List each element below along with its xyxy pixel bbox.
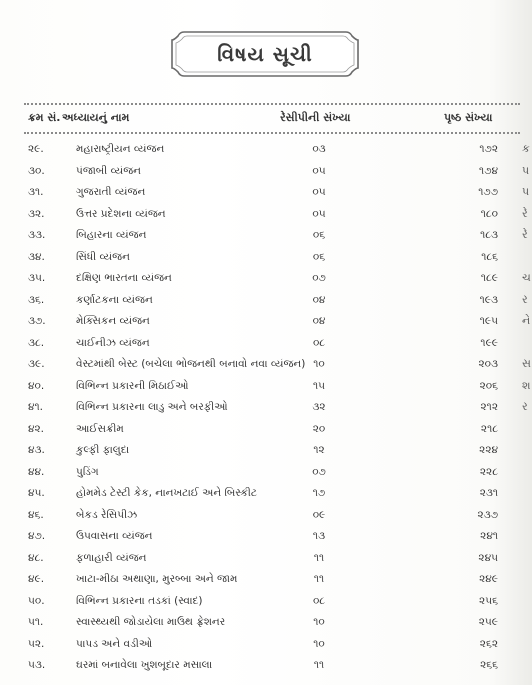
- row-recipe-count: ૦૮: [312, 594, 326, 607]
- row-chapter-name: બિહારના વ્યંજન: [76, 229, 147, 241]
- edge-glyph: સ: [522, 357, 531, 370]
- table-row: [24, 529, 520, 551]
- row-chapter-name: કર્ણાટકના વ્યંજન: [76, 293, 153, 306]
- edge-glyph: ને: [522, 314, 531, 327]
- table-row: [24, 551, 520, 573]
- table-row: [24, 400, 520, 422]
- row-chapter-name: મેક્સિકન વ્યંજન: [76, 315, 150, 327]
- table-row: [24, 572, 520, 594]
- table-row: [24, 314, 520, 336]
- row-recipe-count: ૧૩: [312, 530, 326, 542]
- row-chapter-name: સ્વાસ્થ્યથી જોડાયેલા માઉથ ફ્રેશનર: [76, 616, 226, 628]
- row-page-number: ૧૯૯: [480, 336, 498, 349]
- row-chapter-name: ઘરમાં બનાવેલા ખુશબૂદાર મસાલા: [76, 659, 213, 671]
- page-title: વિષય સૂચી: [217, 42, 313, 66]
- row-page-number: ૧૮૬: [481, 250, 498, 263]
- edge-glyph: [522, 594, 532, 616]
- row-recipe-count: ૧૨: [313, 444, 325, 456]
- row-serial-number: ૪૫.: [28, 487, 45, 499]
- table-row: [24, 250, 520, 272]
- row-page-number: ૨૫૬: [479, 594, 498, 607]
- row-chapter-name: વિભિન્ન પ્રકારના લાડુ અને બરફીઓ: [76, 401, 228, 413]
- row-recipe-count: ૦૪: [312, 293, 326, 306]
- table-row: [24, 422, 520, 444]
- row-chapter-name: પાપડ અને વડીઓ: [76, 637, 153, 650]
- row-recipe-count: ૦૫: [312, 164, 326, 177]
- row-serial-number: ૪૪.: [28, 465, 45, 478]
- row-chapter-name: ઉપવાસના વ્યંજન: [76, 530, 153, 542]
- row-page-number: ૧૯૫: [479, 315, 498, 327]
- row-chapter-name: કુલ્ફી ફાલુદા: [76, 444, 130, 456]
- row-chapter-name: ફળાહારી વ્યંજન: [76, 551, 147, 564]
- header-page-number: પૃષ્ઠ સંખ્યા: [444, 111, 493, 124]
- row-recipe-count: ૦૫: [312, 207, 326, 220]
- row-serial-number: ૨૯.: [28, 143, 44, 155]
- row-serial-number: ૪૭.: [28, 530, 46, 542]
- edge-glyph: [522, 250, 532, 272]
- table-row: [24, 164, 520, 186]
- edge-glyph: ર: [522, 292, 528, 306]
- table-row: [24, 142, 520, 164]
- edge-glyph: [522, 486, 532, 508]
- row-page-number: ૧૮૯: [480, 272, 498, 284]
- row-page-number: ૨૩૧: [479, 487, 498, 499]
- row-serial-number: ૩૫.: [28, 272, 46, 284]
- row-page-number: ૧૮૦: [480, 207, 498, 220]
- table-row: [24, 207, 520, 229]
- edge-glyph: [522, 551, 532, 573]
- header-serial-number: ક્રમ સં.: [28, 111, 61, 124]
- header-top-divider: [24, 103, 520, 105]
- row-serial-number: ૩૧.: [28, 186, 44, 198]
- row-chapter-name: દક્ષિણ ભારતના વ્યંજન: [76, 272, 172, 284]
- row-serial-number: ૩૭.: [28, 315, 46, 327]
- edge-glyph: પ: [522, 185, 530, 198]
- row-page-number: ૨૧૨: [480, 401, 498, 413]
- row-page-number: ૨૨૮: [479, 465, 498, 478]
- row-recipe-count: ૦૩: [312, 143, 326, 155]
- row-chapter-name: પુડિંગ: [76, 465, 99, 478]
- header-recipe-count: રેસીપીની સંખ્યા: [280, 111, 351, 124]
- table-row: [24, 658, 520, 680]
- edge-glyph: રે: [522, 228, 528, 241]
- table-row: [24, 465, 520, 487]
- row-recipe-count: ૧૦: [313, 637, 325, 650]
- row-page-number: ૧૭૪: [479, 164, 498, 177]
- row-page-number: ૧૯૩: [479, 293, 498, 306]
- row-recipe-count: ૦૬: [312, 229, 326, 241]
- row-recipe-count: ૧૭: [312, 487, 326, 499]
- header-bottom-divider: [24, 132, 520, 134]
- table-header: [24, 106, 520, 130]
- edge-glyph: [522, 336, 532, 358]
- row-serial-number: ૩૩.: [28, 229, 46, 241]
- row-serial-number: ૪૨.: [28, 422, 45, 435]
- row-chapter-name: બેકડ રેસિપીઝ: [76, 508, 138, 521]
- row-chapter-name: વિભિન્ન પ્રકારના તડકાં (સ્વાદ): [76, 594, 203, 607]
- row-serial-number: ૫૩.: [28, 659, 46, 671]
- row-recipe-count: ૧૧: [313, 659, 325, 671]
- row-serial-number: ૫૧.: [28, 616, 44, 628]
- row-recipe-count: ૧૫: [312, 379, 326, 392]
- row-recipe-count: ૧૧: [313, 573, 325, 585]
- row-recipe-count: ૦૫: [312, 186, 326, 198]
- row-chapter-name: ખાટા-મીઠા અથાણા, મુરબ્બા અને જામ: [76, 573, 238, 585]
- contents-table: [24, 142, 520, 680]
- row-page-number: ૨૫૯: [478, 616, 498, 628]
- row-page-number: ૨૪૧: [480, 530, 498, 542]
- edge-glyph: [522, 637, 532, 659]
- row-page-number: ૨૦૩: [478, 358, 498, 370]
- table-row: [24, 594, 520, 616]
- row-page-number: ૨૧૮: [480, 422, 498, 435]
- row-recipe-count: ૧૦: [313, 616, 325, 628]
- row-recipe-count: ૦૮: [312, 336, 326, 349]
- row-page-number: ૨૪૯: [479, 573, 498, 585]
- row-page-number: ૨૩૭: [477, 508, 498, 521]
- row-serial-number: ૪૩.: [28, 444, 45, 456]
- edge-glyph: [522, 443, 532, 465]
- table-row: [24, 637, 520, 659]
- row-page-number: ૨૪૫: [478, 551, 498, 564]
- row-serial-number: ૩૪.: [28, 250, 45, 263]
- row-chapter-name: ગુજરાતી વ્યંજન: [76, 186, 146, 198]
- row-chapter-name: સિંધી વ્યંજન: [76, 250, 130, 263]
- table-row: [24, 271, 520, 293]
- row-serial-number: ૫૨.: [28, 637, 45, 650]
- row-serial-number: ૪૮.: [28, 551, 44, 564]
- row-recipe-count: ૧૦: [313, 358, 325, 370]
- table-row: [24, 379, 520, 401]
- row-serial-number: ૪૯.: [28, 573, 45, 585]
- row-chapter-name: ઉત્તર પ્રદેશના વ્યંજન: [76, 207, 166, 220]
- row-serial-number: ૩૦.: [28, 164, 45, 177]
- table-row: [24, 486, 520, 508]
- edge-glyph: [522, 465, 532, 487]
- row-recipe-count: ૦૭: [312, 272, 326, 284]
- edge-glyph: [522, 572, 532, 594]
- table-row: [24, 357, 520, 379]
- row-chapter-name: આઈસક્રીમ: [76, 422, 124, 435]
- row-recipe-count: ૦૪: [312, 315, 326, 327]
- table-row: [24, 185, 520, 207]
- edge-glyph: ચ: [522, 271, 531, 284]
- edge-glyph: રે: [522, 206, 528, 220]
- row-serial-number: ૩૯.: [28, 358, 45, 370]
- edge-glyph: [522, 615, 532, 637]
- table-row: [24, 336, 520, 358]
- row-recipe-count: ૩૨: [312, 401, 326, 413]
- edge-glyph: [522, 658, 532, 680]
- row-serial-number: ૪૬.: [28, 508, 44, 521]
- row-chapter-name: વિભિન્ન પ્રકારની મિઠાઈઓ: [76, 379, 189, 392]
- row-page-number: ૧૮૩: [480, 229, 498, 241]
- title-frame: [170, 30, 360, 78]
- row-page-number: ૧૭૭: [478, 186, 498, 198]
- row-recipe-count: ૦૬: [312, 250, 326, 263]
- edge-glyph: પ: [522, 163, 530, 177]
- edge-glyph: [522, 508, 532, 530]
- edge-glyph: [522, 422, 532, 444]
- table-row: [24, 228, 520, 250]
- cut-off-adjacent-page-text: [522, 142, 532, 680]
- table-row: [24, 508, 520, 530]
- row-recipe-count: ૦૭: [312, 465, 326, 478]
- row-chapter-name: મહારાષ્ટ્રીયન વ્યંજન: [76, 143, 165, 155]
- row-recipe-count: ૦૯: [312, 508, 326, 521]
- row-page-number: ૨૦૬: [479, 379, 498, 392]
- row-serial-number: ૫૦.: [28, 594, 45, 607]
- header-chapter-name: અધ્યાયનું નામ: [62, 111, 130, 124]
- table-row: [24, 293, 520, 315]
- row-serial-number: ૩૮.: [28, 336, 45, 349]
- edge-glyph: શ: [522, 378, 531, 392]
- row-serial-number: ૩૬.: [28, 293, 45, 306]
- row-recipe-count: ૧૧: [313, 551, 325, 564]
- table-row: [24, 443, 520, 465]
- row-chapter-name: પંજાબી વ્યંજન: [76, 164, 141, 177]
- row-chapter-name: વેસ્ટમાંથી બેસ્ટ (બચેલા ભોજનથી બનાવો નવા વ્યંજન): [76, 358, 306, 370]
- row-recipe-count: ૨૦: [312, 422, 326, 435]
- row-chapter-name: હોમમેડ ટેસ્ટી કેક, નાનખટાઈ અને બિસ્કીટ: [76, 487, 258, 499]
- edge-glyph: [522, 529, 532, 551]
- row-serial-number: ૪૧.: [28, 401, 43, 413]
- row-serial-number: ૪૦.: [28, 379, 45, 392]
- row-page-number: ૨૬૨: [479, 637, 498, 650]
- edge-glyph: ર: [522, 400, 528, 413]
- row-serial-number: ૩૨.: [28, 207, 45, 220]
- table-row: [24, 615, 520, 637]
- row-page-number: ૧૭૨: [479, 143, 498, 155]
- row-page-number: ૨૬૬: [480, 659, 498, 671]
- edge-glyph: ક: [522, 142, 530, 155]
- row-chapter-name: ચાઈનીઝ વ્યંજન: [76, 336, 150, 349]
- row-page-number: ૨૨૪: [479, 444, 498, 456]
